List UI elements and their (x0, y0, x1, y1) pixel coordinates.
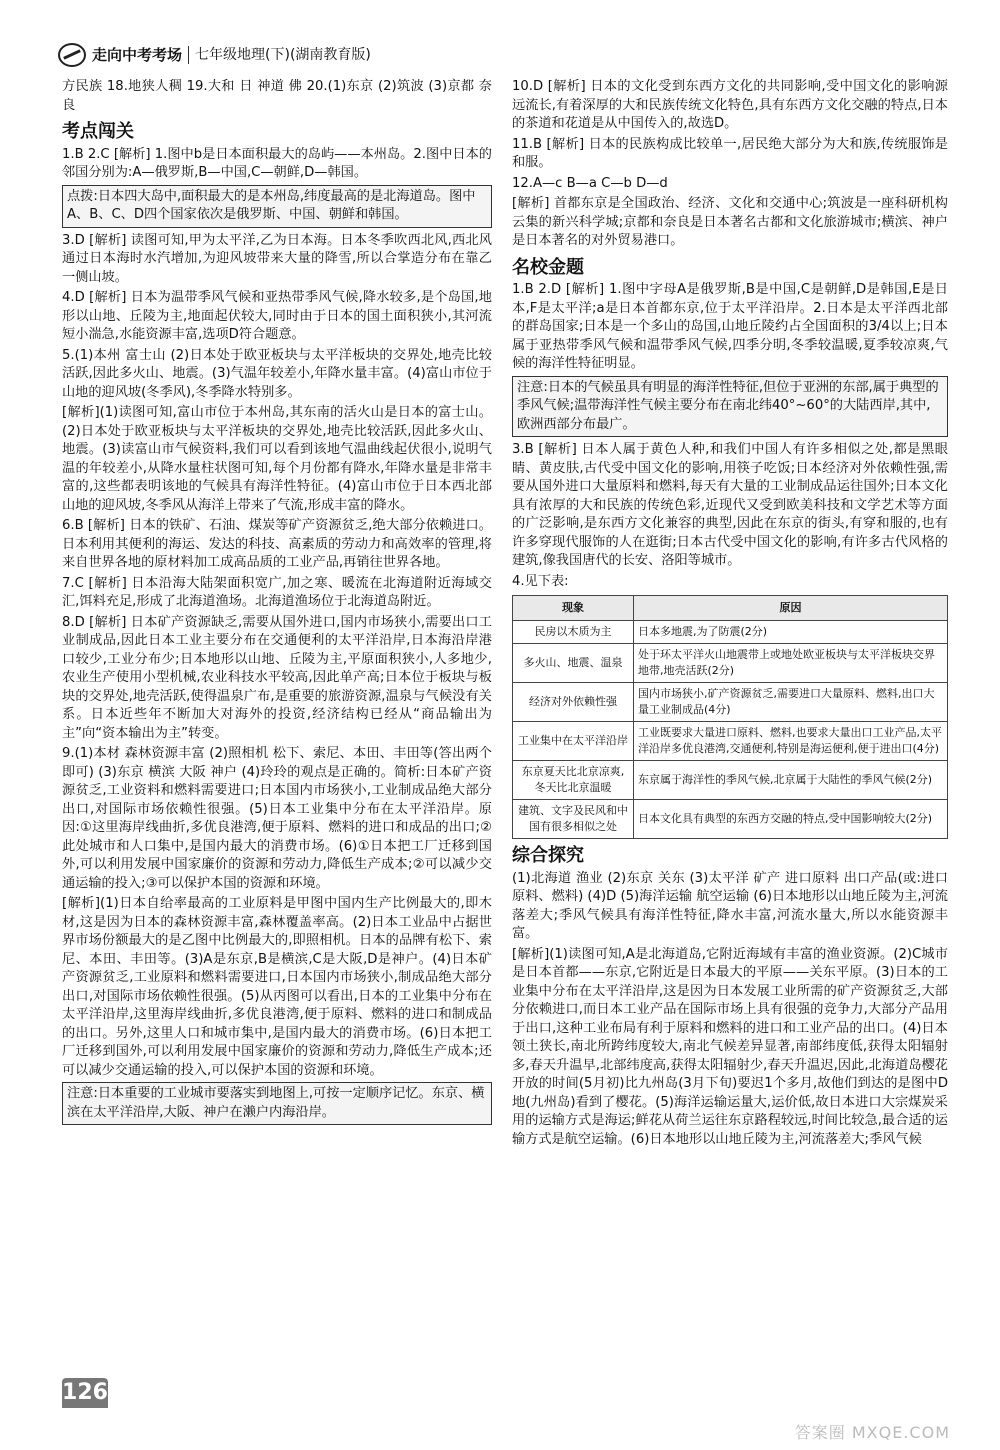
table-cell: 国内市场狭小,矿产资源贫乏,需要进口大量原料、燃料,出口大量工业制成品(4分) (634, 683, 948, 722)
table-header-reason: 原因 (634, 596, 948, 621)
table-cell: 经济对外依赖性强 (513, 683, 634, 722)
table-cell: 工业既要求大量进口原料、燃料,也要求大量出口工业产品,太平洋沿岸多优良港湾,交通便利,特别是海运便利,便于进出口(4分) (634, 722, 948, 761)
analysis-12: [解析] 首都东京是全国政治、经济、文化和交通中心;筑波是一座科研机构云集的新兴科学城;京都和奈良是日本著名古都和文化旅游城市;横滨、神户是日本著名的对外贸易港口。 (512, 196, 948, 248)
analysis-z1: [解析](1)读图可知,A是北海道岛,它附近海域有丰富的渔业资源。(2)C城市是日本首都——东京,它附近是日本最大的平原——关东平原。(3)日本的工业集中分布在太平洋沿岸,这是因为日本发展工业所需的矿产资源贫乏,大部分依赖进口,而日本工业产品在国际市场上具有很强的竞争力,大部分产品用于出口,这种工业布局有利于原料和燃料的进口和工业产品的出口。(4)日本领土狭长,南北所跨纬度较大,南北气候差异显著,南部纬度低,获得太阳辐射多,春天升温早,北部纬度高,获得太阳辐射少,春天升温迟,因此,北海道岛樱花开放的时间(5月初)比九州岛(3月下旬)要迟1个多月,故他们到达的是图中D地(九州岛)看到了樱花。(5)海洋运输运量大,运价低,故日本进口大宗煤炭采用的运输方式是海运;鲜花从荷兰运往东京路程较远,时间比较急,最合适的运输方式是航空运输。(6)日本地形以山地丘陵为主,河流落差大;季风气候 (512, 946, 948, 1147)
section-heading-kaodian: 考点闯关 (62, 121, 134, 142)
answer-6: 6.B [解析] 日本的铁矿、石油、煤炭等矿产资源贫乏,绝大部分依赖进口。日本利用其便利的海运、发达的科技、高素质的劳动力和高效率的管理,将来自世界各地的原材料加工成高品质的工业产品,再销往世界各地。 (62, 518, 492, 570)
answer-9: 9.(1)本材 森林资源丰富 (2)照相机 松下、索尼、本田、丰田等(答出两个即可) (3)东京 横滨 大阪 神户 (4)玲玲的观点是正确的。简析:日本矿产资源贫乏,工业资料和燃料需要进口;日本国内市场狭小,工业制成品绝大部分出口,对国际市场依赖性很强。(5)日本工业集中分布在太平洋沿岸。原因:①这里海岸线曲折,多优良港湾,便于原料、燃料的进口和成品的出口;②此处城市和人口集中,是国内最大的消费市场。(6)①日本把工厂迁移到国外,可以利用发展中国家廉价的资源和劳动力,降低生产成本;②可以减少交通运输的投入;③可以保护本国的资源和环境。 (62, 746, 492, 891)
answer-m4: 4.见下表: (512, 573, 569, 589)
section-heading-mingxiao: 名校金题 (512, 256, 584, 278)
table-cell: 多火山、地震、温泉 (513, 644, 634, 683)
answer-11: 11.B [解析] 日本的民族构成比较单一,居民绝大部分为大和族,传统服饰是和服。 (512, 136, 948, 170)
table-row (513, 621, 948, 644)
table-cell: 建筑、文字及民风和中国有很多相似之处 (513, 800, 634, 839)
answer-10: 10.D [解析] 日本的文化受到东西方文化的共同影响,受中国文化的影响源远流长,有着深厚的大和民族传统文化特色,具有东西方文化交融的特点,日本的茶道和花道是从中国传入的,故选D。 (512, 79, 948, 131)
watermark: 答案圈 MXQE.COM (794, 1422, 950, 1442)
analysis-9: [解析](1)日本自给率最高的工业原料是甲图中国内生产比例最大的,即木材,这是因为日本的森林资源丰富,森林覆盖率高。(2)日本工业品中占据世界市场份额最大的是乙图中比例最大的,即照相机。日本的品牌有松下、索尼、本田、丰田等。(3)A是东京,B是横滨,C是大阪,D是神户。(4)日本矿产资源贫乏,工业原料和燃料需要进口,日本国内市场狭小,制成品绝大部分出口,对国际市场依赖性很强。(5)从丙图可以看出,日本的工业集中分布在太平洋沿岸,这里海岸线曲折,多优良港湾,便于原料、燃料的进口和制成品的出口。另外,这里人口和城市集中,是国内最大的消费市场。(6)日本把工厂迁移到国外,可以利用发展中国家廉价的资源和劳动力,降低生产成本;还可以减少交通运输的投入,可以保护本国的资源和环境。 (62, 896, 492, 1078)
table-row (513, 722, 948, 761)
answer-3: 3.D [解析] 读图可知,甲为太平洋,乙为日本海。日本冬季吹西北风,西北风通过日本海时水汽增加,为迎风坡带来大量的降雪,所以合掌造分布在靠乙一侧山坡。 (62, 232, 492, 285)
table-cell: 东京属于海洋性的季风气候,北京属于大陆性的季风气候(2分) (634, 761, 948, 800)
page-header (58, 44, 371, 66)
answer-z1: (1)北海道 渔业 (2)东京 关东 (3)太平洋 矿产 进口原料 出口产品(或:进口原料、燃料) (4)D (5)海洋运输 航空运输 (6)日本地形以山地丘陵为主,河流落差大;季风气候具有海洋性特征,降水丰富,河流水量大,所以水能资源丰富。 (512, 870, 948, 941)
note-box: 注意:日本重要的工业城市要落实到地图上,可按一定顺序记忆。东京、横滨在太平洋沿岸,大阪、神户在濑户内海沿岸。 (62, 1082, 492, 1125)
note-box-climate: 注意:日本的气候虽具有明显的海洋性特征,但位于亚洲的东部,属于典型的季风气候;温带海洋性气候主要分布在南北纬40°~60°的大陆西岸,其中,欧洲西部分布最广。 (512, 376, 948, 438)
intro-answers: 方民族 18.地狭人稠 19.大和 日 神道 佛 20.(1)东京 (2)筑波 (3)京都 奈良 (62, 79, 492, 113)
table-cell: 东京夏天比北京凉爽,冬天比北京温暖 (513, 761, 634, 800)
page-number: 126 (62, 1378, 108, 1408)
tip-box: 点拨:日本四大岛中,面积最大的是本州岛,纬度最高的是北海道岛。图中A、B、C、D四个国家依次是俄罗斯、中国、朝鲜和韩国。 (62, 185, 492, 228)
table-cell: 民房以木质为主 (513, 621, 634, 644)
analysis-5: [解析](1)读图可知,富山市位于本州岛,其东南的活火山是日本的富士山。(2)日本处于欧亚板块与太平洋板块的交界处,地壳比较活跃,因此多火山、地震。(3)读富山市气候资料,我们可以看到该地气温曲线起伏很小,说明气温的年较差小,从降水量柱状图可知,每个月份都有降水,年降水量是非常丰富的,这些都表明该地的气候具有海洋性特征。(4)富山市位于日本西北部山地的迎风坡,冬季风从海洋上带来了气流,形成丰富的降水。 (62, 405, 492, 513)
answer-m1-2: 1.B 2.D [解析] 1.图中字母A是俄罗斯,B是中国,C是朝鲜,D是韩国,E是日本,F是太平洋;a是日本首都东京,位于太平洋沿岸。2.日本是太平洋西北部的群岛国家;日本是一个多山的岛国,山地丘陵约占全国面积的3/4以上;日本属于亚热带季风气候和温带季风气候,四季分明,冬季较温暖,夏季较凉爽,气候的海洋性特征明显。 (512, 282, 948, 371)
answer-5: 5.(1)本州 富士山 (2)日本处于欧亚板块与太平洋板块的交界处,地壳比较活跃,因此多火山、地震。(3)气温年较差小,年降水量丰富。(4)富山市位于山地的迎风坡(冬季风),冬季降水特别多。 (62, 347, 492, 400)
answer-m3: 3.B [解析] 日本人属于黄色人种,和我们中国人有许多相似之处,都是黑眼睛、黄皮肤,古代受中国文化的影响,用筷子吃饭;日本经济对外依赖性强,需要从国外进口大量原料和燃料,每天有大量的工业制成品运往国外;日本文化具有浓厚的大和民族的传统色彩,近现代又受到欧美科技和文学艺术等方面的广泛影响,是东西方文化兼容的典型,因此在东京的街头,有穿和服的,也有许多穿现代服饰的人在逛街;日本古代受中国文化的影响,有许多古代风格的建筑,像我国唐代的长安、洛阳等城市。 (512, 442, 948, 568)
answer-4: 4.D [解析] 日本为温带季风气候和亚热带季风气候,降水较多,是个岛国,地形以山地、丘陵为主,地面起伏较大,同时由于日本的国土面积狭小,其河流短小湍急,水能资源丰富,选项D符合题意。 (62, 290, 492, 342)
phenomenon-reason-table (512, 595, 948, 839)
table-row (513, 683, 948, 722)
answer-12: 12.A—c B—a C—b D—d (512, 175, 668, 191)
section-heading-zonghe: 综合探究 (512, 845, 584, 866)
left-column (62, 78, 492, 1129)
table-row (513, 761, 948, 800)
answer-8: 8.D [解析] 日本矿产资源缺乏,需要从国外进口,国内市场狭小,需要出口工业制成品,因此日本工业主要分布在交通便利的太平洋沿岸,日本海沿岸港口较少,工业分布少;日本地形以山地、丘陵为主,平原面积狭小,人多地少,农业生产使用小型机械,农业科技水平较高,因此单产高;日本位于板块与板块的交界处,地壳活跃,使得温泉广布,是重要的旅游资源,温泉与气候没有关系。日本近些年不断加大对海外的投资,经济结构已经从“商品输出为主”向“资本输出为主”转变。 (62, 614, 492, 741)
answer-7: 7.C [解析] 日本沿海大陆架面积宽广,加之寒、暖流在北海道附近海域交汇,饵料充足,形成了北海道渔场。北海道渔场位于北海道岛附近。 (62, 575, 492, 609)
table-header-phenomenon: 现象 (513, 596, 634, 621)
table-cell: 处于环太平洋火山地震带上或地处欧亚板块与太平洋板块交界地带,地壳活跃(2分) (634, 644, 948, 683)
table-row (513, 644, 948, 683)
table-row (513, 800, 948, 839)
table-cell: 日本多地震,为了防震(2分) (634, 621, 948, 644)
table-cell: 工业集中在太平洋沿岸 (513, 722, 634, 761)
brand-title: 走向中考考场 (92, 45, 183, 64)
book-subtitle: 七年级地理(下)(湖南教育版) (188, 46, 371, 65)
answer-1-2: 1.B 2.C [解析] 1.图中b是日本面积最大的岛屿——本州岛。2.图中日本的邻国分别为:A—俄罗斯,B—中国,C—朝鲜,D—韩国。 (62, 146, 492, 180)
right-column (512, 78, 948, 1151)
table-cell: 日本文化具有典型的东西方交融的特点,受中国影响较大(2分) (634, 800, 948, 839)
logo-icon (58, 43, 86, 67)
